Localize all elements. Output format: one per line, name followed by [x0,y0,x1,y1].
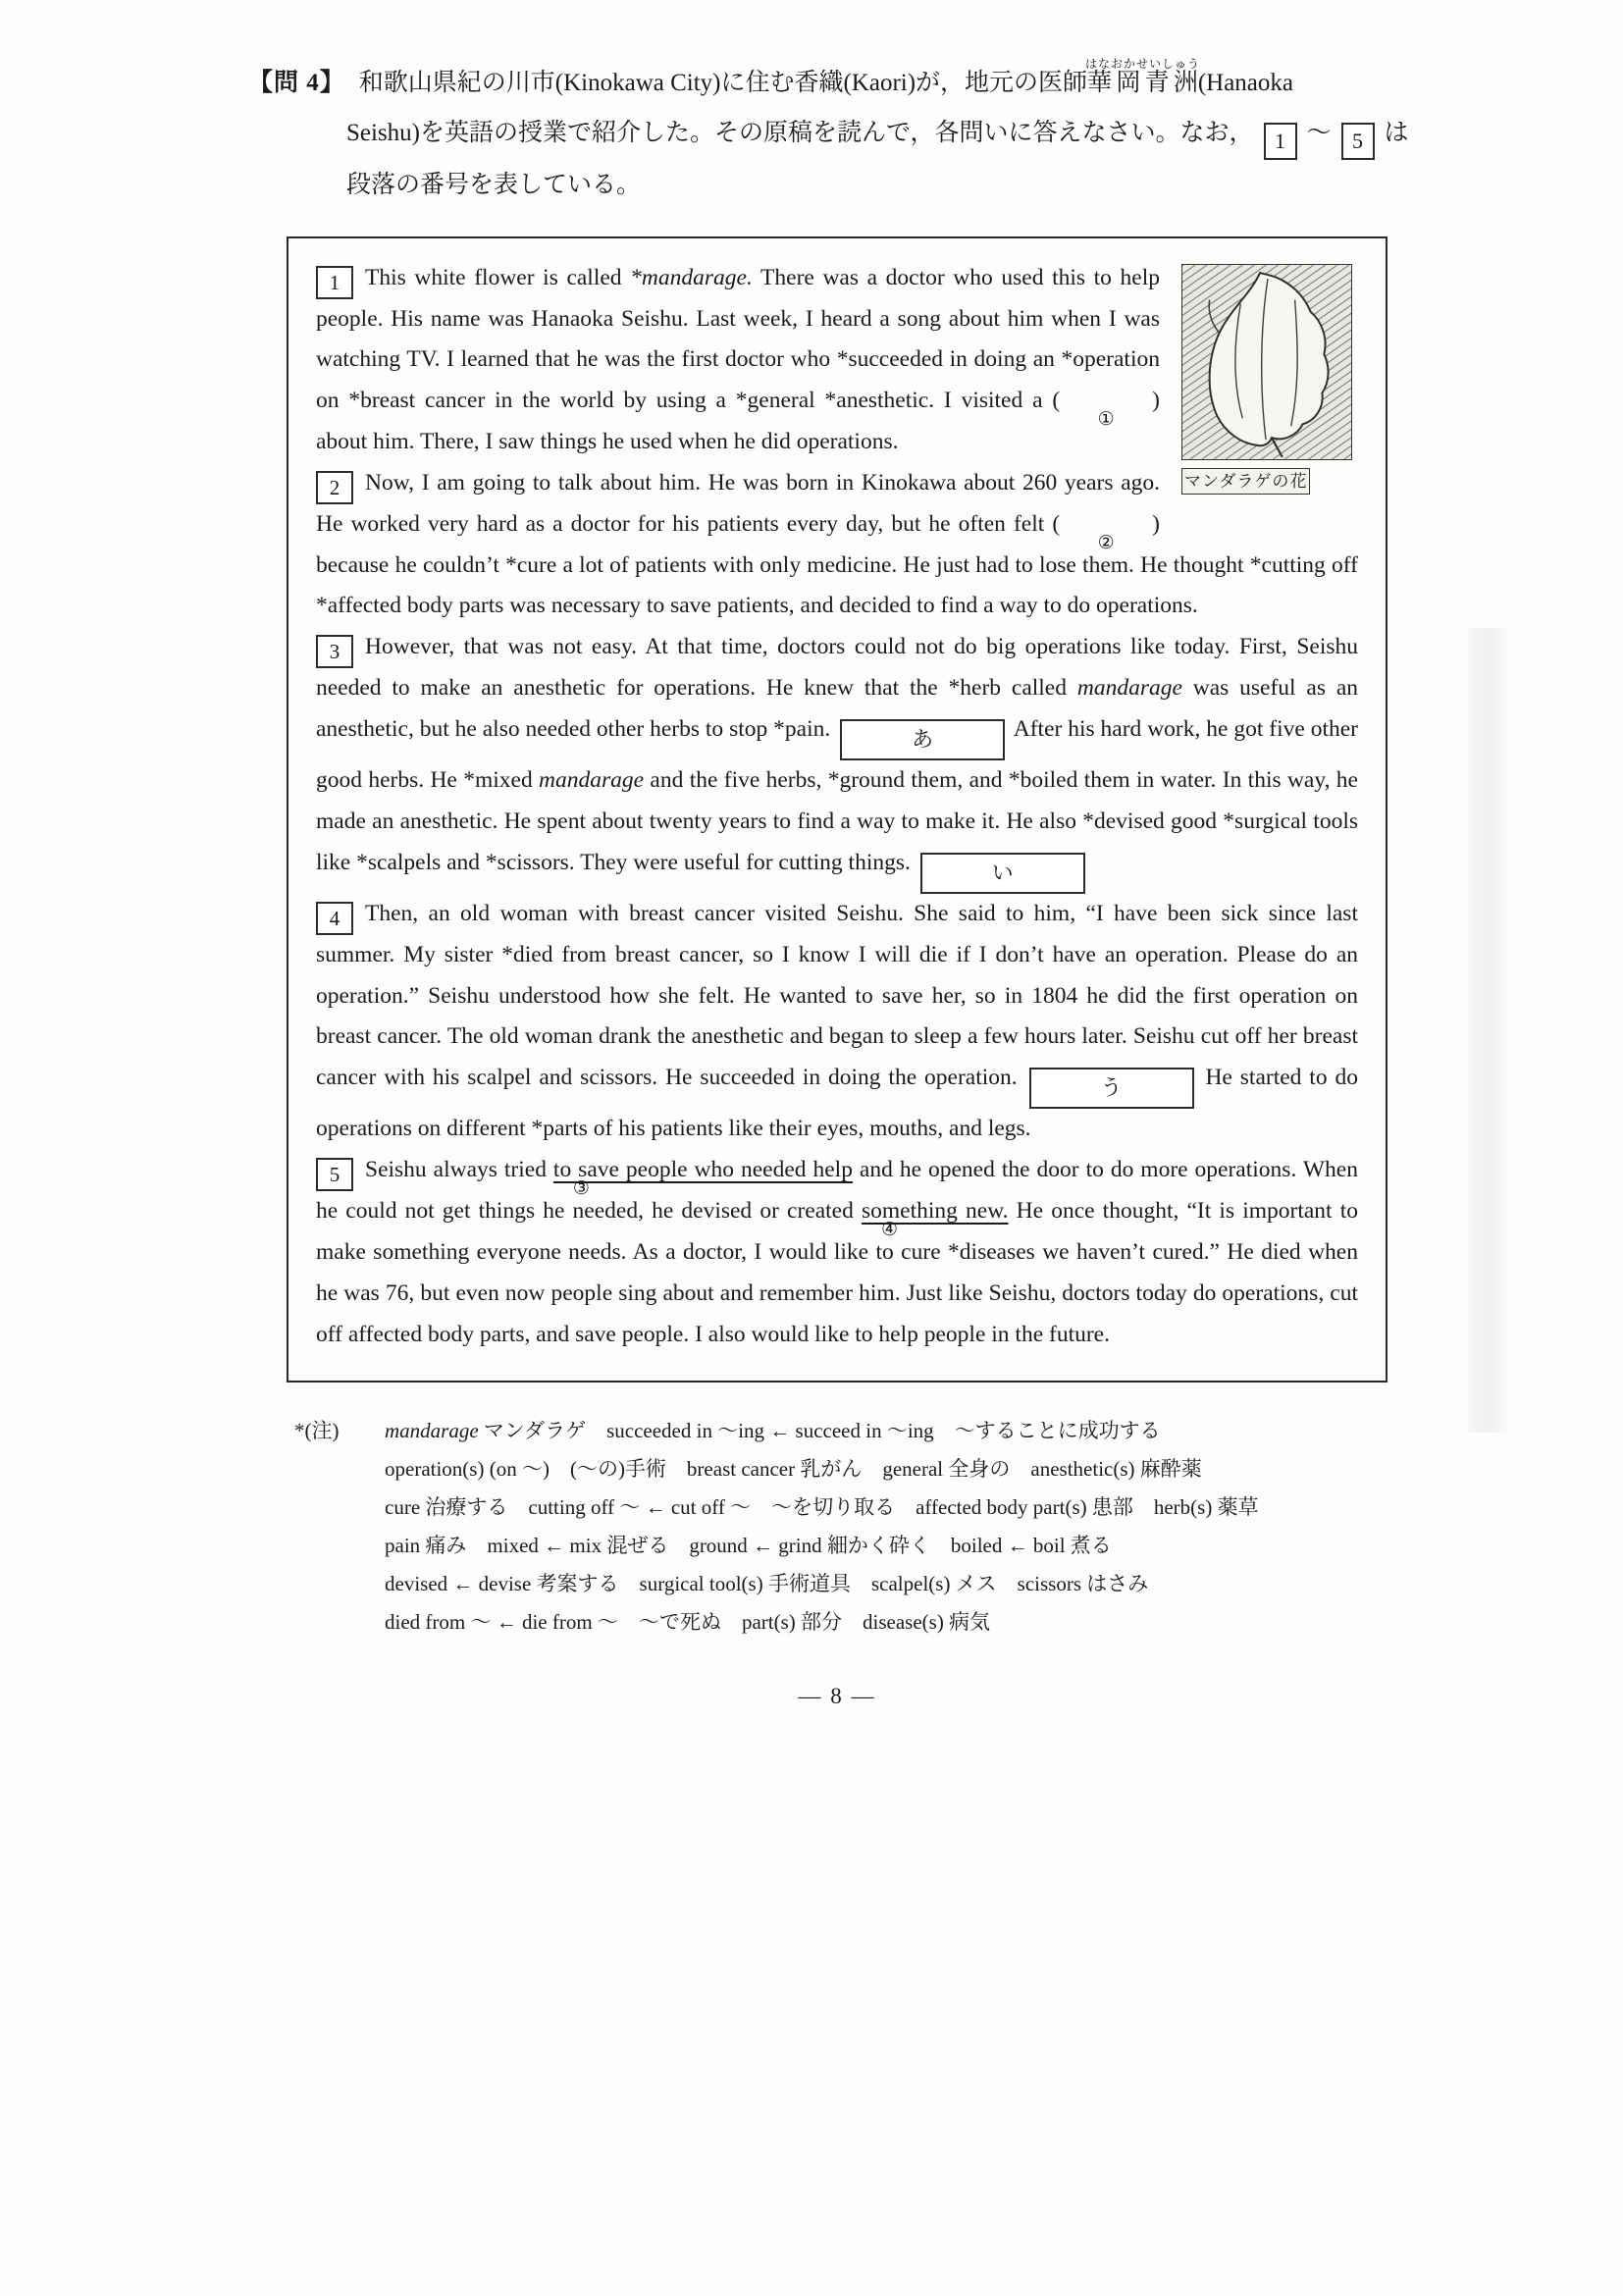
note-line-3: cure 治療する cutting off ～ ← cut off ～ ～を切り取る affected body part(s) 患部 herb(s) 薬草 [385,1495,1259,1520]
question-text-4: は [1384,120,1409,147]
question-text-5: 段落の番号を表している。 [346,172,642,199]
underlined-phrase-4-text: something new. [861,1198,1009,1225]
ruby-furigana: はなおかせいしゅう [1084,57,1200,71]
paragraph-range-box-1: 1 [1264,123,1297,160]
note-line-2: operation(s) (on ～) (～の)手術 breast cancer 乳がん general 全身の anesthetic(s) 麻酔薬 [385,1457,1202,1482]
passage-text [316,258,1358,1356]
p4-text-1: Then, an old woman with breast cancer visited Seishu. She said to him, “I have been sick since last summer. My sister *died from breast cancer, so I know I will die if I don’t have an operation. Please do an operation.” Seishu understood how she felt. He wanted to save her, so in 1804 he did the first operation on breast cancer. The old woman drank the anesthetic and began to sleep a few hours later. Seishu cut off her breast cancer with his scalpel and scissors. He succeeded in doing the operation. [316,900,1358,1091]
question-text-3: Seishu)を英語の授業で紹介した。その原稿を読んで，各問いに答えなさい。なお， [346,120,1254,147]
fill-blank-1-parens: ( ) [1052,388,1160,414]
question-header-line2 [248,108,1411,160]
question-header-line3 [248,160,1411,210]
fill-blank-2 [1052,510,1160,553]
p3-text-4: and the five herbs, *ground them, and *boiled them in water. In this way, he made an anesthetic. He spent about twenty years to find a way to make it. He also *devised good *surgical tools like *scalpels and *scissors. They were useful for cutting things. [316,767,1358,875]
p2-text-2: because he couldn’t *cure a lot of patients with only medicine. He just had to lose them. He thought *cutting off *affected body parts was necessary to save patients, and decided to find a way to do operations. [316,551,1358,619]
notes-section [294,1412,1398,1641]
p3-text-1: However, that was not easy. At that time, doctors could not do big operations like today. First, Seishu needed to make an anesthetic for operations. He knew that the *herb called [316,634,1358,702]
p3-text-2: was useful as an anesthetic, but he also needed other herbs to stop *pain. [316,675,1358,743]
mandarage-figure [1181,264,1358,501]
underlined-phrase-3-text: to save people who needed help [552,1157,853,1183]
answer-box-u: う [1029,1068,1194,1109]
question-header-line1 [248,57,1411,108]
notes-label: *(注) [294,1419,340,1443]
note-line-5: devised ← devise 考案する surgical tool(s) 手術道具 scalpel(s) メス scissors はさみ [385,1571,1149,1595]
notes-body [385,1412,1398,1641]
flower-illustration-icon [1181,264,1352,460]
paragraph-number-3: 3 [316,635,353,668]
paragraph-number-5: 5 [316,1158,353,1191]
page-number: — 8 — [798,1684,876,1709]
figure-caption: マンダラゲの花 [1181,468,1310,495]
circled-number-4: ④ [880,1220,899,1241]
p3-italic-mandarage-2: mandarage [539,767,645,794]
paragraph-range-box-5: 5 [1341,123,1375,160]
scan-artifact [1468,628,1507,1433]
note-line-1 [385,1412,1398,1450]
ruby-base: 華岡青洲 [1084,70,1200,96]
note-line-1-italic: mandarage [385,1419,479,1443]
question-text-1: 和歌山県紀の川市(Kinokawa City)に住む香織(Kaori)が，地元の医師 [358,70,1088,96]
hanaoka-seishu-ruby [1084,57,1200,96]
question-header [248,57,1411,211]
p4-text-2: He started to do operations on different *parts of his patients like their eyes, mouths, and legs. [316,1065,1358,1142]
note-line-6: died from ～ ← die from ～ ～で死ぬ part(s) 部分 disease(s) 病気 [385,1609,991,1634]
circled-number-2: ② [1097,532,1115,553]
question-text-2: (Hanaoka [1197,70,1293,96]
paragraph-1 [316,258,1358,491]
p3-text-3: After his hard work, he got five other good herbs. He *mixed [316,716,1358,794]
fill-blank-2-parens: ( ) [1052,510,1160,537]
tilde-mark: ～ [1306,120,1332,147]
paragraph-3 [316,627,1358,893]
underlined-phrase-4 [861,1198,1009,1241]
paragraph-number-2: 2 [316,471,353,504]
p5-text-2: and he opened the door to do more operations. When he could not get things he needed, he devised or created [316,1157,1358,1225]
p5-text-3: He once thought, “It is important to make something everyone needs. As a doctor, I would like to cure *diseases we haven’t cured.” He died when he was 76, but even now people sing about and remember him. Just like Seishu, doctors today do operations, cut off affected body parts, and save people. I also would like to help people in the future. [316,1198,1358,1347]
paragraph-number-1: 1 [316,266,353,299]
circled-number-1: ① [1097,409,1115,431]
note-line-4: pain 痛み mixed ← mix 混ぜる ground ← grind 細かく砕く boiled ← boil 煮る [385,1533,1112,1557]
p1-text-2: There was a doctor who used this to help people. His name was Hanaoka Seishu. Last week, I heard a song about him when I was watching TV. I learned that he was the first doctor who *succeeded in doing an *operation on *breast cancer in the world by using a *general *anesthetic. I visited a [316,264,1160,414]
paragraph-4 [316,894,1358,1150]
circled-number-3: ③ [572,1178,590,1200]
answer-box-a: あ [840,719,1005,760]
paragraph-5 [316,1150,1358,1355]
p3-italic-mandarage-1: mandarage [1076,675,1182,702]
paragraph-number-4: 4 [316,902,353,935]
p5-text-1: Seishu always tried [365,1157,553,1183]
p1-italic-mandarage: *mandarage. [630,264,753,290]
p2-text-1: Now, I am going to talk about him. He was born in Kinokawa about 260 years ago. He worked very hard as a doctor for his patients every day, but he often felt [316,469,1160,537]
p1-text-1: This white flower is called [365,264,631,290]
passage-box [287,236,1387,1383]
fill-blank-1 [1052,388,1160,431]
answer-box-i: い [920,853,1085,894]
question-label: 【問 4】 [248,70,345,96]
underlined-phrase-3 [552,1157,853,1200]
p1-text-3: about him. There, I saw things he used when he did operations. [316,428,899,454]
note-line-1-rest: マンダラゲ succeeded in ～ing ← succeed in ～ing ～することに成功する [478,1419,1161,1443]
